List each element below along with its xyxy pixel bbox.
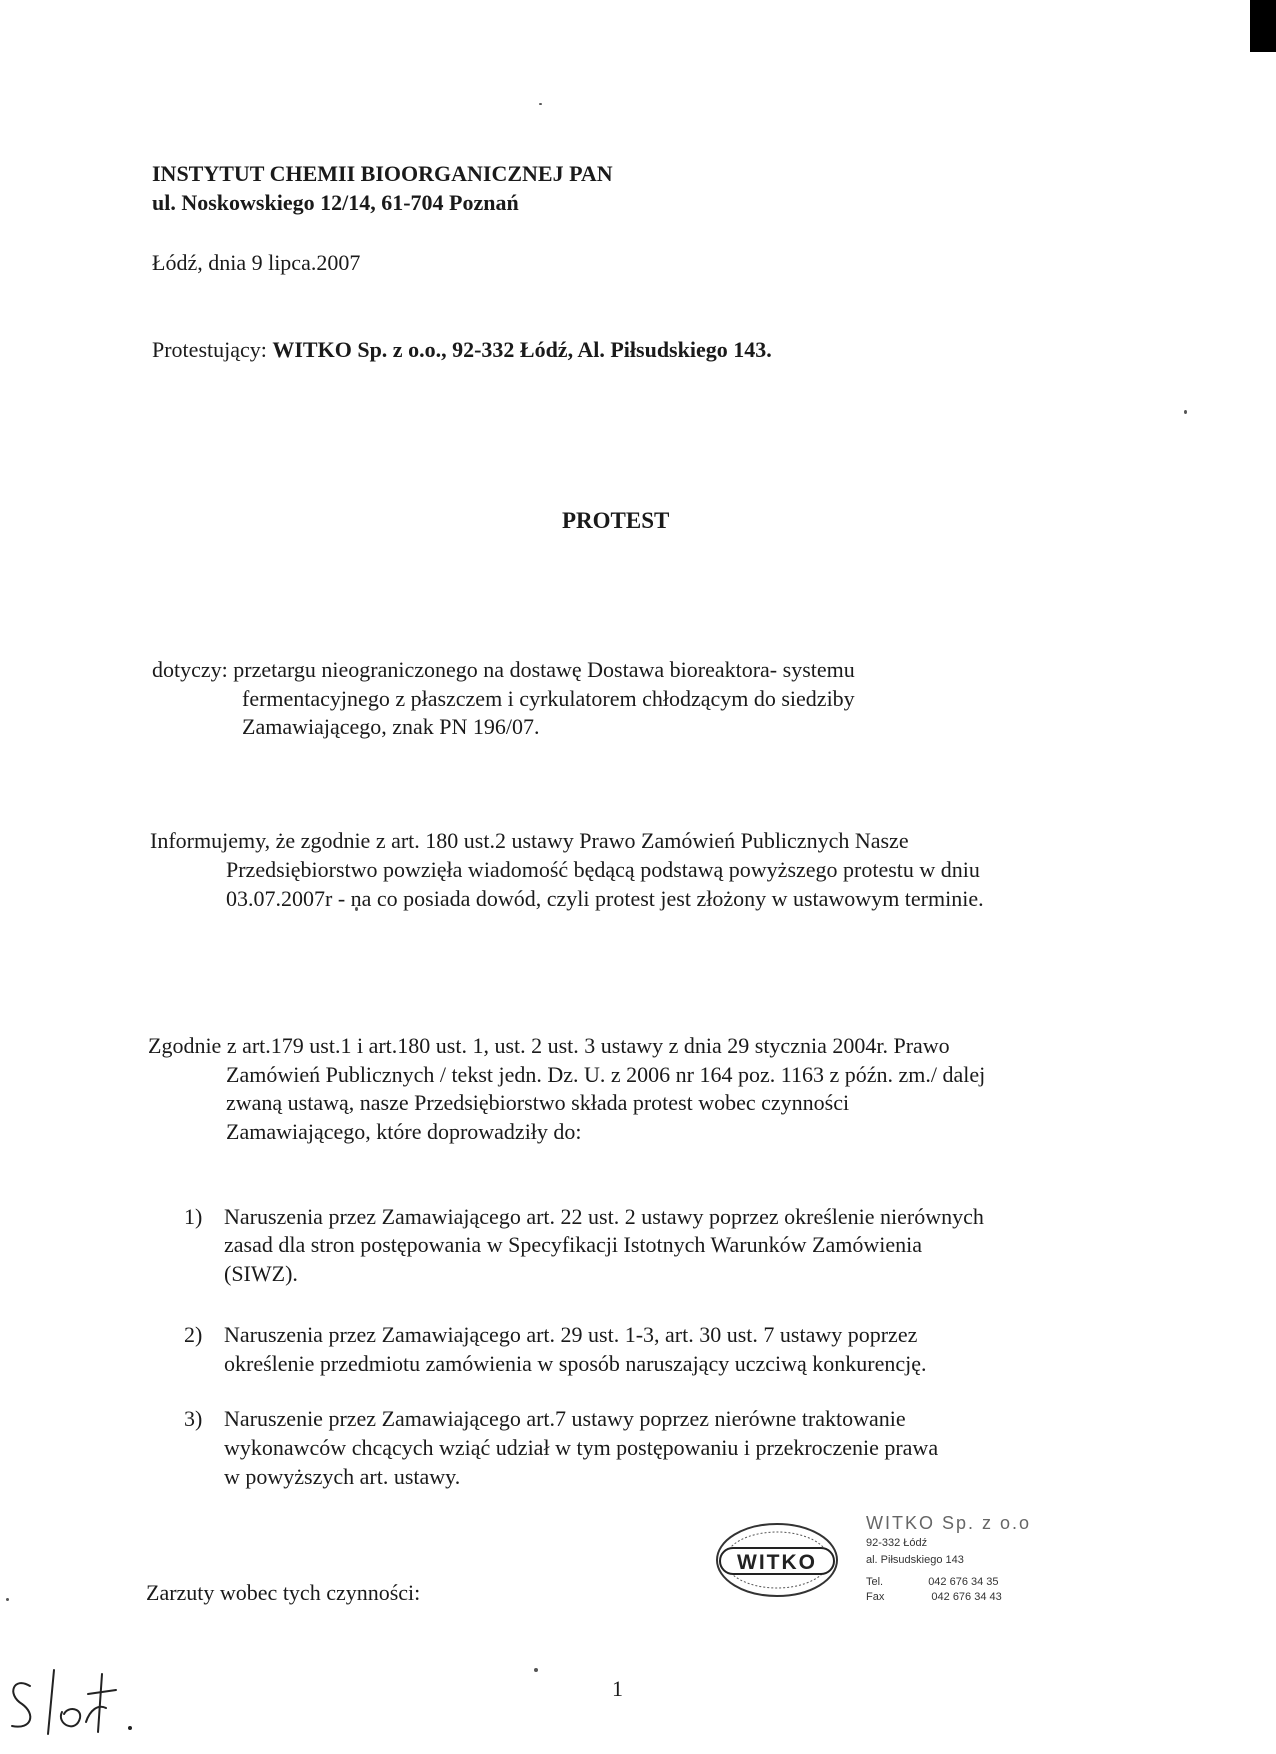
closing-label: Zarzuty wobec tych czynności:	[146, 1580, 421, 1605]
document-title: PROTEST	[562, 508, 670, 533]
signature-icon	[2, 1664, 152, 1744]
paragraph-1-line-3: 03.07.2007r - na co posiada dowód, czyli protest jest złożony w ustawowym terminie.	[226, 886, 984, 911]
subject-label: dotyczy:	[152, 657, 228, 682]
paragraph-2-line-4: Zamawiającego, które doprowadziły do:	[226, 1119, 582, 1144]
scan-speck	[6, 1598, 9, 1601]
page-number: 1	[612, 1676, 623, 1701]
subject-line-3: Zamawiającego, znak PN 196/07.	[242, 714, 540, 739]
list-item-line: zasad dla stron postępowania w Specyfikacji Istotnych Warunków Zamówienia	[224, 1232, 922, 1257]
list-item-line: wykonawców chcących wziąć udział w tym postępowaniu i przekroczenie prawa	[224, 1435, 939, 1460]
protester-value: WITKO Sp. z o.o., 92-332 Łódź, Al. Piłsudskiego 143.	[272, 337, 772, 362]
institution-name: INSTYTUT CHEMII BIOORGANICZNEJ PAN	[152, 161, 613, 186]
scan-speck	[534, 1668, 538, 1672]
subject-line-2: fermentacyjnego z płaszczem i cyrkulatorem chłodzącym do siedziby	[242, 686, 855, 711]
stamp-fax-value: 042 676 34 43	[931, 1591, 1002, 1603]
subject-line-1	[152, 657, 855, 683]
paragraph-2-line-1: Zgodnie z art.179 ust.1 i art.180 ust. 1, ust. 2 ust. 3 ustawy z dnia 29 stycznia 2004r. Prawo	[148, 1033, 950, 1058]
scan-speck	[539, 103, 542, 105]
institution-address: ul. Noskowskiego 12/14, 61-704 Poznań	[152, 190, 519, 215]
list-item-line: w powyższych art. ustawy.	[224, 1464, 461, 1489]
date-line: Łódź, dnia 9 lipca.2007	[152, 250, 361, 275]
protester-label: Protestujący:	[152, 337, 267, 362]
list-item-line: (SIWZ).	[224, 1261, 298, 1286]
paragraph-2-line-3: zwaną ustawą, nasze Przedsiębiorstwo składa protest wobec czynności	[226, 1090, 850, 1115]
company-stamp-logo	[712, 1518, 842, 1608]
scan-edge-mark	[1250, 0, 1276, 52]
protester-line	[152, 337, 772, 363]
stamp-company: WITKO Sp. z o.o	[866, 1513, 1032, 1533]
stamp-street: al. Piłsudskiego 143	[866, 1554, 964, 1566]
list-item-line: Naruszenia przez Zamawiającego art. 29 ust. 1-3, art. 30 ust. 7 ustawy poprzez	[224, 1322, 918, 1347]
stamp-logo-text: WITKO	[737, 1551, 817, 1574]
stamp-fax-label: Fax	[866, 1591, 885, 1603]
stamp-fax	[866, 1591, 1002, 1603]
list-item-line: Naruszenia przez Zamawiającego art. 22 ust. 2 ustawy poprzez określenie nierównych	[224, 1204, 984, 1229]
paragraph-2-line-2: Zamówień Publicznych / tekst jedn. Dz. U. z 2006 nr 164 poz. 1163 z późn. zm./ dalej	[226, 1062, 986, 1087]
stamp-tel-label: Tel.	[866, 1576, 884, 1588]
stamp-postal: 92-332 Łódź	[866, 1537, 928, 1549]
stamp-tel	[866, 1576, 999, 1588]
list-item-line: Naruszenie przez Zamawiającego art.7 ustawy poprzez nierówne traktowanie	[224, 1406, 906, 1431]
paragraph-1-line-1: Informujemy, że zgodnie z art. 180 ust.2 ustawy Prawo Zamówień Publicznych Nasze	[150, 828, 909, 853]
handwritten-signature	[2, 1664, 152, 1750]
list-item-number: 3)	[184, 1406, 203, 1431]
list-item-number: 1)	[184, 1204, 203, 1229]
scan-speck	[1184, 410, 1187, 414]
paragraph-1-line-2: Przedsiębiorstwo powzięła wiadomość będącą podstawą powyższego protestu w dniu	[226, 857, 980, 882]
subject-text: przetargu nieograniczonego na dostawę Dostawa bioreaktora- systemu	[233, 657, 855, 682]
list-item-line: określenie przedmiotu zamówienia w sposób naruszający uczciwą konkurencję.	[224, 1351, 927, 1376]
list-item-number: 2)	[184, 1322, 203, 1347]
witko-logo-icon	[712, 1518, 842, 1602]
stamp-tel-value: 042 676 34 35	[928, 1576, 999, 1588]
